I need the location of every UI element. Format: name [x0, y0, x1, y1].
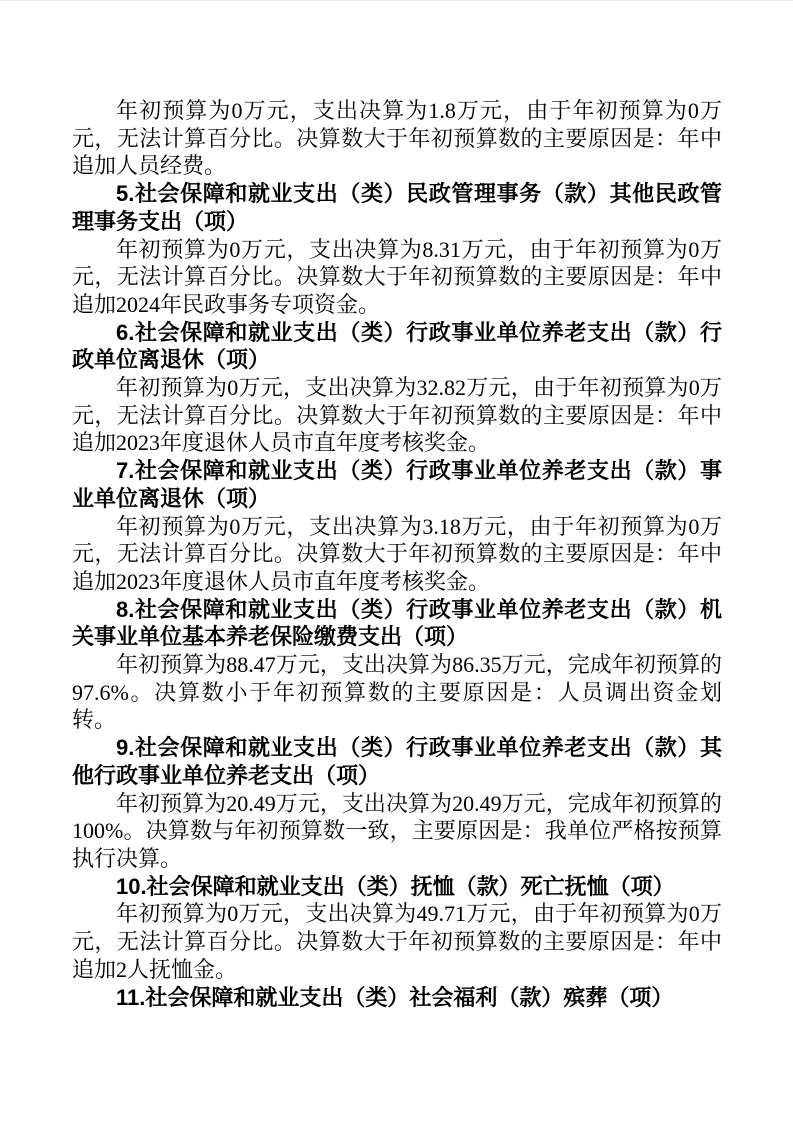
section-heading: 10.社会保障和就业支出（类）抚恤（款）死亡抚恤（项）: [116, 873, 675, 899]
body-paragraph: 年初预算为0万元，支出决算为8.31万元，由于年初预算为0万元，无法计算百分比。决算数大于年初预算数的主要原因是：年中追加2024年民政事务专项资金。: [72, 236, 722, 317]
body-paragraph: 年初预算为20.49万元，支出决算为20.49万元，完成年初预算的100%。决算数与年初预算数一致，主要原因是：我单位严格按预算执行决算。: [72, 790, 722, 871]
section-heading: 5.社会保障和就业支出（类）民政管理事务（款）其他民政管理事务支出（项）: [72, 181, 722, 234]
section-heading: 9.社会保障和就业支出（类）行政事业单位养老支出（款）其他行政事业单位养老支出（项）: [72, 735, 722, 788]
section-heading: 7.社会保障和就业支出（类）行政事业单位养老支出（款）事业单位离退休（项）: [72, 458, 722, 511]
body-paragraph: 年初预算为0万元，支出决算为1.8万元，由于年初预算为0万元，无法计算百分比。决算数大于年初预算数的主要原因是：年中追加人员经费。: [72, 98, 722, 179]
body-paragraph: 年初预算为0万元，支出决算为32.82万元，由于年初预算为0万元，无法计算百分比。决算数大于年初预算数的主要原因是：年中追加2023年度退休人员市直年度考核奖金。: [72, 375, 722, 456]
body-paragraph: 年初预算为0万元，支出决算为49.71万元，由于年初预算为0万元，无法计算百分比。决算数大于年初预算数的主要原因是：年中追加2人抚恤金。: [72, 901, 722, 982]
section-heading: 6.社会保障和就业支出（类）行政事业单位养老支出（款）行政单位离退休（项）: [72, 319, 722, 373]
section-heading: 8.社会保障和就业支出（类）行政事业单位养老支出（款）机关事业单位基本养老保险缴费支出（项）: [72, 596, 722, 650]
body-paragraph: 年初预算为0万元，支出决算为3.18万元，由于年初预算为0万元，无法计算百分比。决算数大于年初预算数的主要原因是：年中追加2023年度退休人员市直年度考核奖金。: [72, 513, 722, 594]
document-body: [72, 97, 722, 1011]
body-paragraph: 年初预算为88.47万元，支出决算为86.35万元，完成年初预算的97.6%。决算数小于年初预算数的主要原因是：人员调出资金划转。: [72, 652, 722, 733]
section-heading: 11.社会保障和就业支出（类）社会福利（款）殡葬（项）: [116, 984, 674, 1010]
